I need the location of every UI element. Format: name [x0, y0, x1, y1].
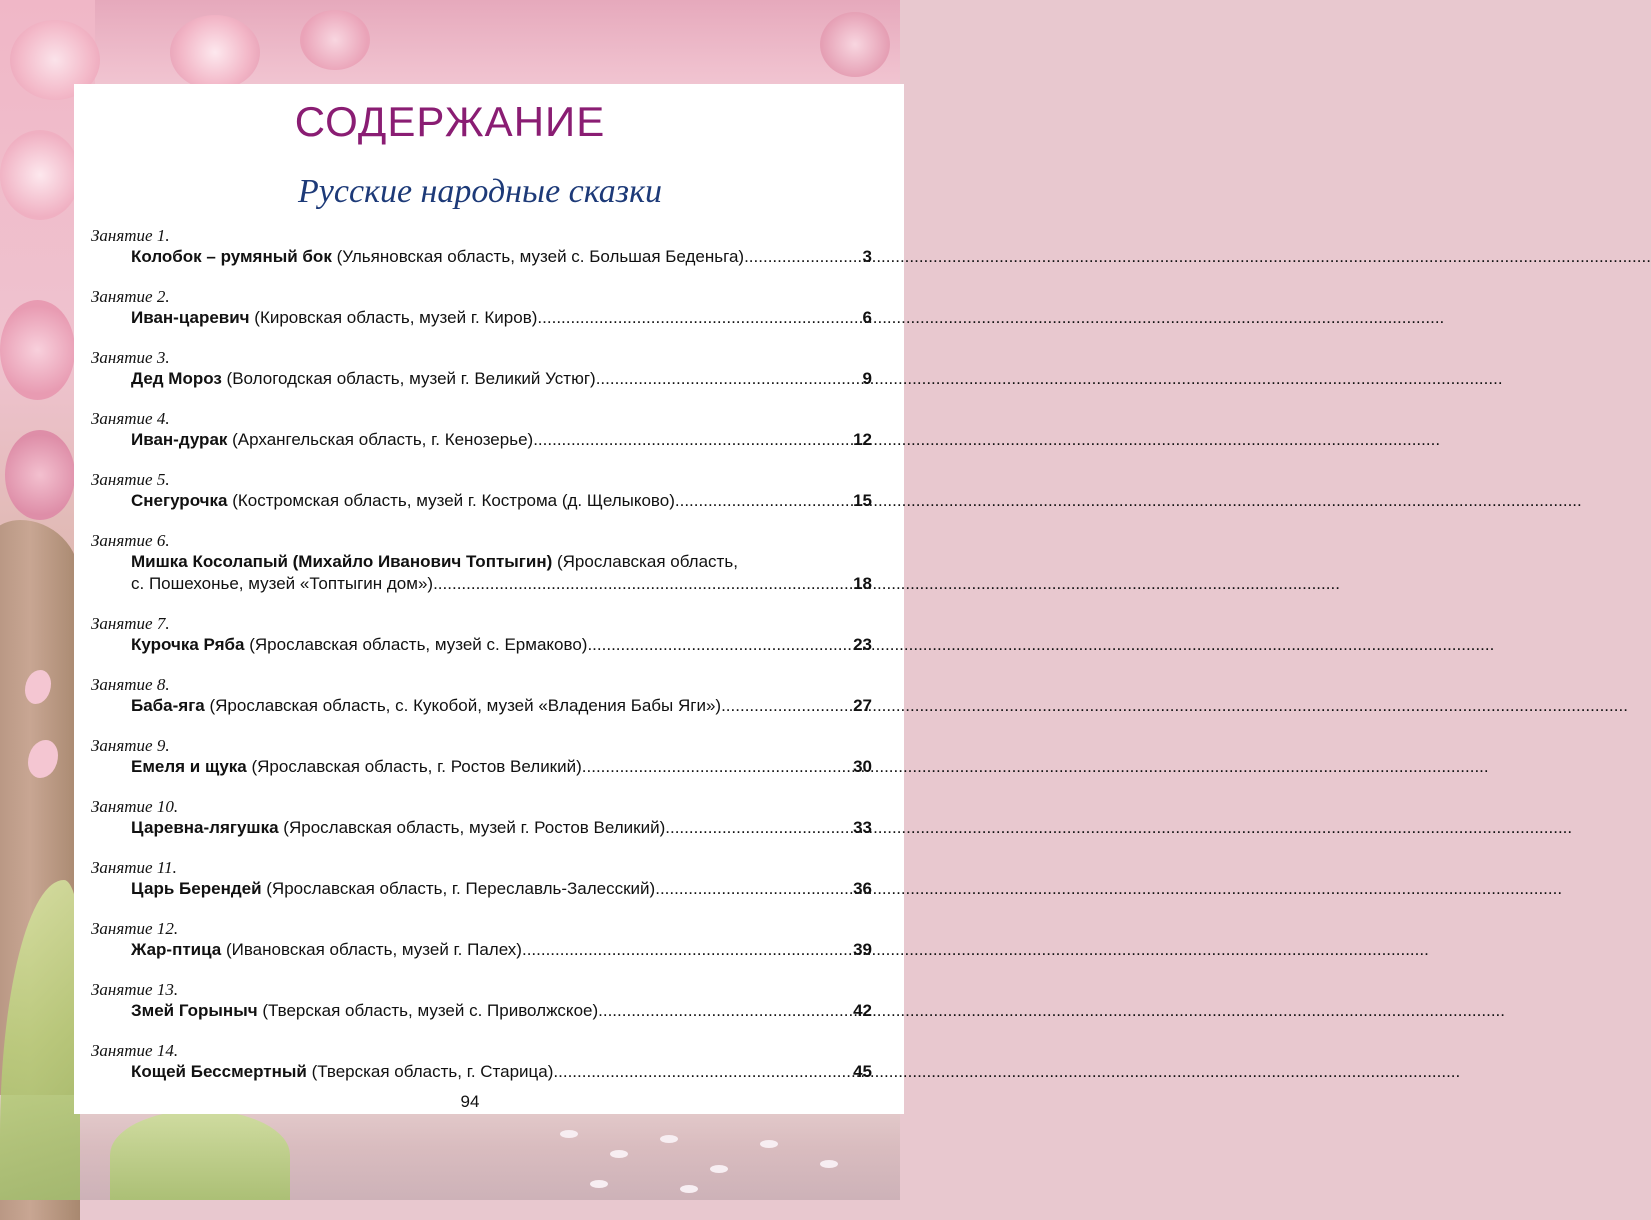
page-ref: 15 [853, 491, 872, 510]
leader-dots [721, 695, 853, 717]
toc-entry [91, 287, 876, 329]
leader-dots [655, 878, 853, 900]
lesson-label: Занятие 8. [91, 675, 170, 694]
story-title: Дед Мороз [131, 369, 222, 388]
page-ref: 39 [853, 940, 872, 959]
toc-line [131, 1000, 872, 1022]
toc-line [131, 756, 872, 778]
story-location: (Ульяновская область, музей с. Большая Беденьга) [331, 247, 745, 266]
page-ref: 6 [862, 308, 872, 327]
story-title: Мишка Косолапый (Михайло Иванович Топтыгин) [131, 552, 553, 571]
story-location: (Ярославская область, музей г. Ростов Великий) [278, 818, 666, 837]
lesson-label: Занятие 1. [91, 226, 170, 245]
toc-entry [91, 226, 876, 268]
story-location: (Ярославская область, г. Переславль-Залесский) [261, 879, 656, 898]
page-ref: 12 [853, 430, 872, 449]
story-location: (Архангельская область, г. Кенозерье) [227, 430, 534, 449]
toc-line [131, 551, 876, 573]
story-location: (Костромская область, музей г. Кострома (д. Щелыково) [227, 491, 675, 510]
toc-line [131, 368, 872, 390]
leader-dots [744, 246, 862, 268]
toc-entry [91, 1041, 876, 1083]
toc-line [131, 939, 872, 961]
toc-line [131, 246, 872, 268]
page-ref: 33 [853, 818, 872, 837]
story-title: Царь Берендей [131, 879, 262, 898]
page-ref: 18 [853, 574, 872, 593]
page-number: 94 [460, 1092, 480, 1111]
lesson-label: Занятие 11. [91, 858, 177, 877]
toc-entry [91, 919, 876, 961]
toc-line [131, 634, 872, 656]
lesson-label: Занятие 5. [91, 470, 170, 489]
leader-dots [598, 1000, 853, 1022]
story-title: Иван-дурак [131, 430, 228, 449]
leader-dots [596, 368, 863, 390]
lesson-label: Занятие 2. [91, 287, 170, 306]
toc-line [131, 573, 872, 595]
story-location: (Ярославская область, с. Кукобой, музей «Владения Бабы Яги») [204, 696, 722, 715]
story-location: (Ярославская область, [552, 552, 738, 571]
leader-dots [537, 307, 862, 329]
lesson-label: Занятие 3. [91, 348, 170, 367]
page-ref: 36 [853, 879, 872, 898]
page-ref: 9 [862, 369, 872, 388]
fern-icon [110, 1110, 290, 1200]
toc-line [131, 878, 872, 900]
leader-dots [587, 634, 853, 656]
page-ref: 42 [853, 1001, 872, 1020]
page-ref: 3 [862, 247, 872, 266]
lesson-label: Занятие 14. [91, 1041, 179, 1060]
leader-dots [533, 429, 853, 451]
page-ref: 30 [853, 757, 872, 776]
leader-dots [433, 573, 853, 595]
story-title: Царевна-лягушка [131, 818, 279, 837]
toc-entry [91, 531, 876, 595]
leader-dots [582, 756, 853, 778]
toc-line [131, 695, 872, 717]
lesson-label: Занятие 12. [91, 919, 179, 938]
leader-dots [522, 939, 853, 961]
story-location: (Тверская область, музей с. Приволжское) [257, 1001, 599, 1020]
story-location: (Ярославская область, г. Ростов Великий) [246, 757, 582, 776]
story-title: Иван-царевич [131, 308, 250, 327]
toc-line [131, 1061, 872, 1083]
story-title: Снегурочка [131, 491, 228, 510]
leader-dots [553, 1061, 853, 1083]
story-location: (Ярославская область, музей с. Ермаково) [244, 635, 588, 654]
story-title: Колобок – румяный бок [131, 247, 332, 266]
table-of-contents [0, 0, 900, 1100]
toc-entry [91, 980, 876, 1022]
toc-entry [91, 675, 876, 717]
toc-entry [91, 470, 876, 512]
section-title: Русские народные сказки [298, 173, 662, 210]
toc-line [131, 817, 872, 839]
story-location: (Кировская область, музей г. Киров) [249, 308, 538, 327]
story-title: Баба-яга [131, 696, 205, 715]
lesson-label: Занятие 4. [91, 409, 170, 428]
toc-entry [91, 858, 876, 900]
story-location: (Тверская область, г. Старица) [306, 1062, 554, 1081]
lesson-label: Занятие 10. [91, 797, 179, 816]
story-location-cont: с. Пошехонье, музей «Топтыгин дом») [131, 574, 434, 593]
leader-dots [665, 817, 853, 839]
lesson-label: Занятие 7. [91, 614, 170, 633]
toc-entry [91, 348, 876, 390]
page-ref: 27 [853, 696, 872, 715]
toc-line [131, 429, 872, 451]
page-ref: 45 [853, 1062, 872, 1081]
lesson-label: Занятие 6. [91, 531, 170, 550]
toc-entry [91, 409, 876, 451]
lesson-label: Занятие 9. [91, 736, 170, 755]
leader-dots [675, 490, 853, 512]
story-location: (Вологодская область, музей г. Великий Устюг) [221, 369, 596, 388]
story-title: Жар-птица [131, 940, 222, 959]
story-title: Курочка Ряба [131, 635, 245, 654]
toc-line [131, 307, 872, 329]
story-title: Кощей Бессмертный [131, 1062, 307, 1081]
page-ref: 23 [853, 635, 872, 654]
toc-line [131, 490, 872, 512]
toc-entry [91, 797, 876, 839]
story-title: Емеля и щука [131, 757, 247, 776]
lesson-label: Занятие 13. [91, 980, 179, 999]
story-title: Змей Горыныч [131, 1001, 258, 1020]
story-location: (Ивановская область, музей г. Палех) [221, 940, 522, 959]
page-title: СОДЕРЖАНИЕ [294, 98, 606, 145]
toc-entry [91, 614, 876, 656]
toc-entry [91, 736, 876, 778]
